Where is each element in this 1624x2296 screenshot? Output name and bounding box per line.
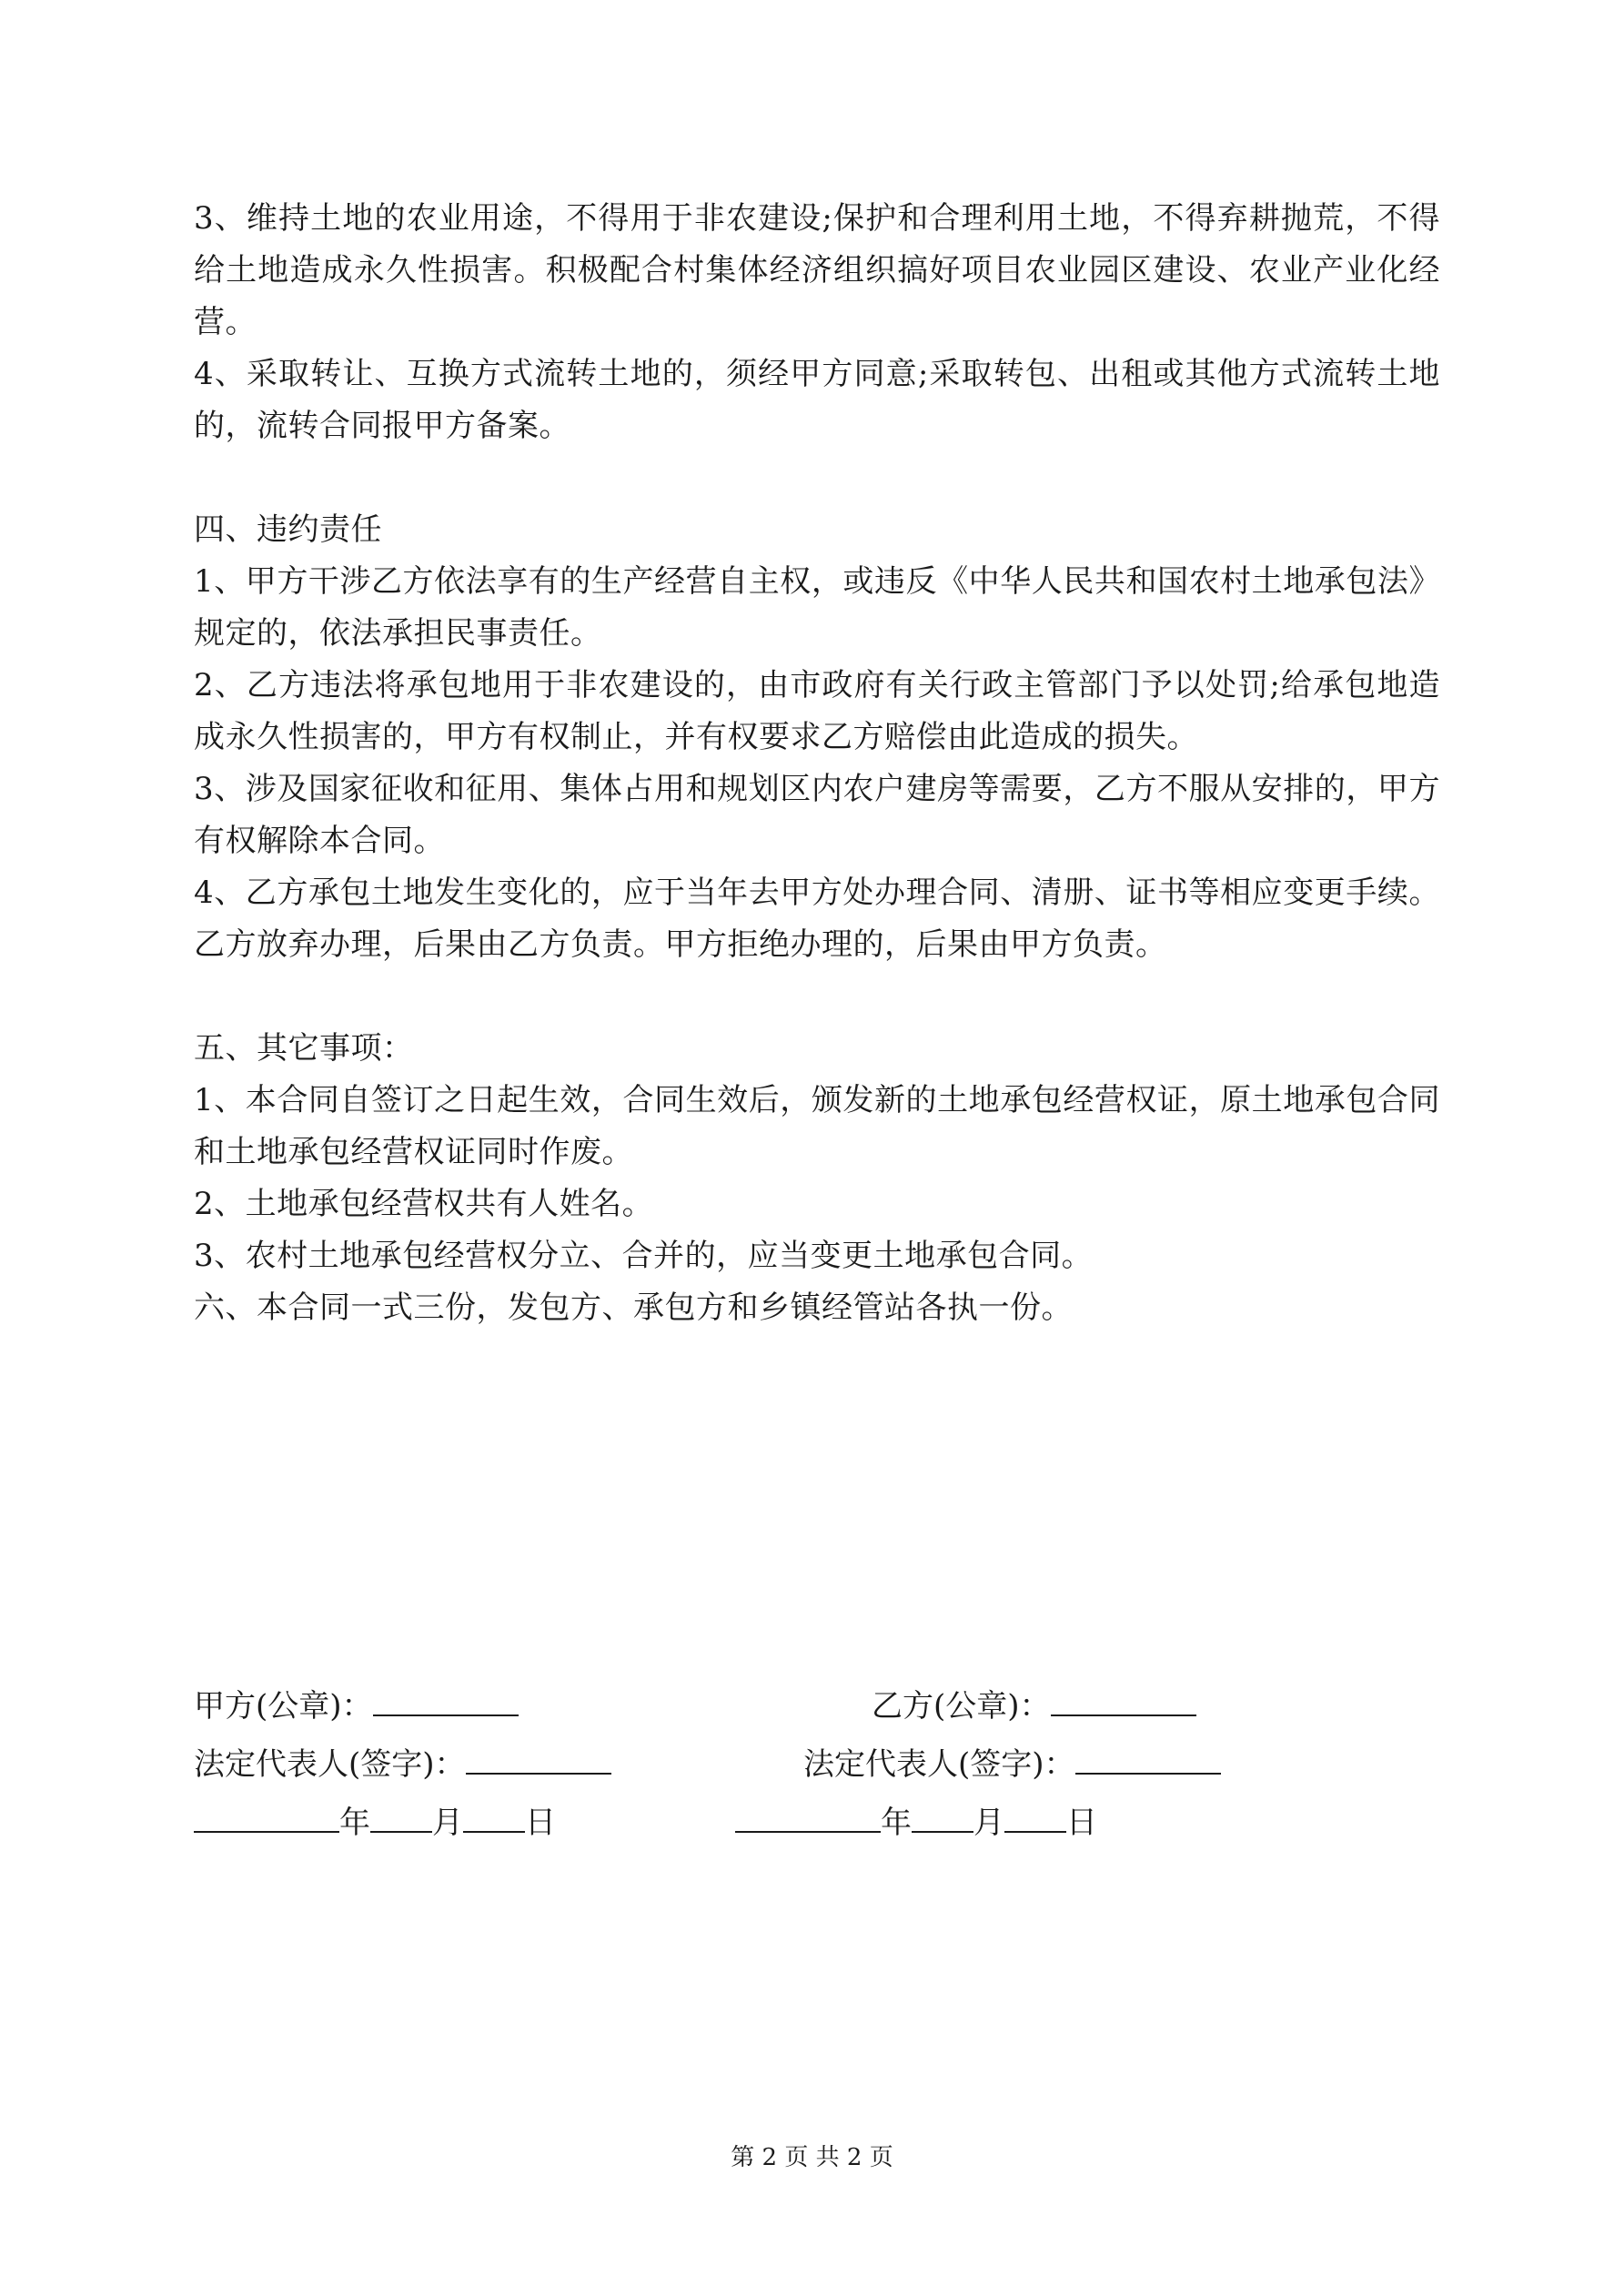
date-b-month-label: 月 <box>973 1805 1004 1841</box>
legal-rep-b <box>803 1735 1221 1794</box>
party-a-seal <box>194 1677 519 1735</box>
date-b-month-blank <box>912 1800 973 1833</box>
date-b-year-blank <box>735 1800 881 1833</box>
clause-5-3: 3、农村土地承包经营权分立、合并的，应当变更土地承包合同。 <box>194 1238 1094 1274</box>
party-a-seal-blank <box>373 1684 519 1716</box>
contract-body <box>194 193 1440 1334</box>
party-b-seal-blank <box>1051 1684 1196 1716</box>
legal-rep-row <box>194 1735 1440 1794</box>
party-b-seal <box>872 1677 1196 1735</box>
date-a-month-blank <box>370 1800 432 1833</box>
signature-block <box>194 1677 1440 1852</box>
seal-row <box>194 1677 1440 1735</box>
legal-rep-a-label: 法定代表人(签字)： <box>194 1746 466 1783</box>
date-a-year-blank <box>194 1800 339 1833</box>
clause-6: 六、本合同一式三份，发包方、承包方和乡镇经管站各执一份。 <box>194 1290 1073 1326</box>
date-a-day-blank <box>463 1800 525 1833</box>
date-b-day-blank <box>1004 1800 1066 1833</box>
date-b-year-label: 年 <box>881 1805 912 1841</box>
date-a-month-label: 月 <box>432 1805 463 1841</box>
date-a <box>194 1794 556 1852</box>
date-b <box>735 1794 1097 1852</box>
clause-4-4: 4、乙方承包土地发生变化的，应于当年去甲方处办理合同、清册、证书等相应变更手续。乙方放弃办理，后果由乙方负责。甲方拒绝办理的，后果由甲方负责。 <box>194 875 1440 963</box>
date-b-day-label: 日 <box>1066 1805 1097 1841</box>
clause-5-2: 2、土地承包经营权共有人姓名。 <box>194 1186 654 1222</box>
party-b-seal-label: 乙方(公章)： <box>872 1688 1051 1725</box>
clause-5-1: 1、本合同自签订之日起生效，合同生效后，颁发新的土地承包经营权证，原土地承包合同和土地承包经营权证同时作废。 <box>194 1082 1440 1170</box>
party-a-seal-label: 甲方(公章)： <box>194 1688 373 1725</box>
legal-rep-a-blank <box>466 1742 611 1775</box>
date-a-day-label: 日 <box>525 1805 556 1841</box>
clause-4-3: 3、涉及国家征收和征用、集体占用和规划区内农户建房等需要，乙方不服从安排的，甲方有权解除本合同。 <box>194 771 1440 859</box>
legal-rep-a <box>194 1735 611 1794</box>
section-title-other: 五、其它事项： <box>194 1030 414 1067</box>
clause-4-1: 1、甲方干涉乙方依法享有的生产经营自主权，或违反《中华人民共和国农村土地承包法》规定的，依法承担民事责任。 <box>194 563 1440 652</box>
section-title-breach: 四、违约责任 <box>194 511 382 548</box>
clause-3-3: 3、维持土地的农业用途，不得用于非农建设;保护和合理利用土地，不得弃耕抛荒，不得给土地造成永久性损害。积极配合村集体经济组织搞好项目农业园区建设、农业产业化经营。 <box>194 200 1440 340</box>
clause-3-4: 4、采取转让、互换方式流转土地的，须经甲方同意;采取转包、出租或其他方式流转土地的，流转合同报甲方备案。 <box>194 356 1440 444</box>
clause-4-2: 2、乙方违法将承包地用于非农建设的，由市政府有关行政主管部门予以处罚;给承包地造成永久性损害的，甲方有权制止，并有权要求乙方赔偿由此造成的损失。 <box>194 667 1440 755</box>
legal-rep-b-label: 法定代表人(签字)： <box>803 1746 1075 1783</box>
date-a-year-label: 年 <box>339 1805 370 1841</box>
page-footer: 第 2 页 共 2 页 <box>731 2144 893 2171</box>
date-row <box>194 1794 1440 1852</box>
legal-rep-b-blank <box>1075 1742 1221 1775</box>
